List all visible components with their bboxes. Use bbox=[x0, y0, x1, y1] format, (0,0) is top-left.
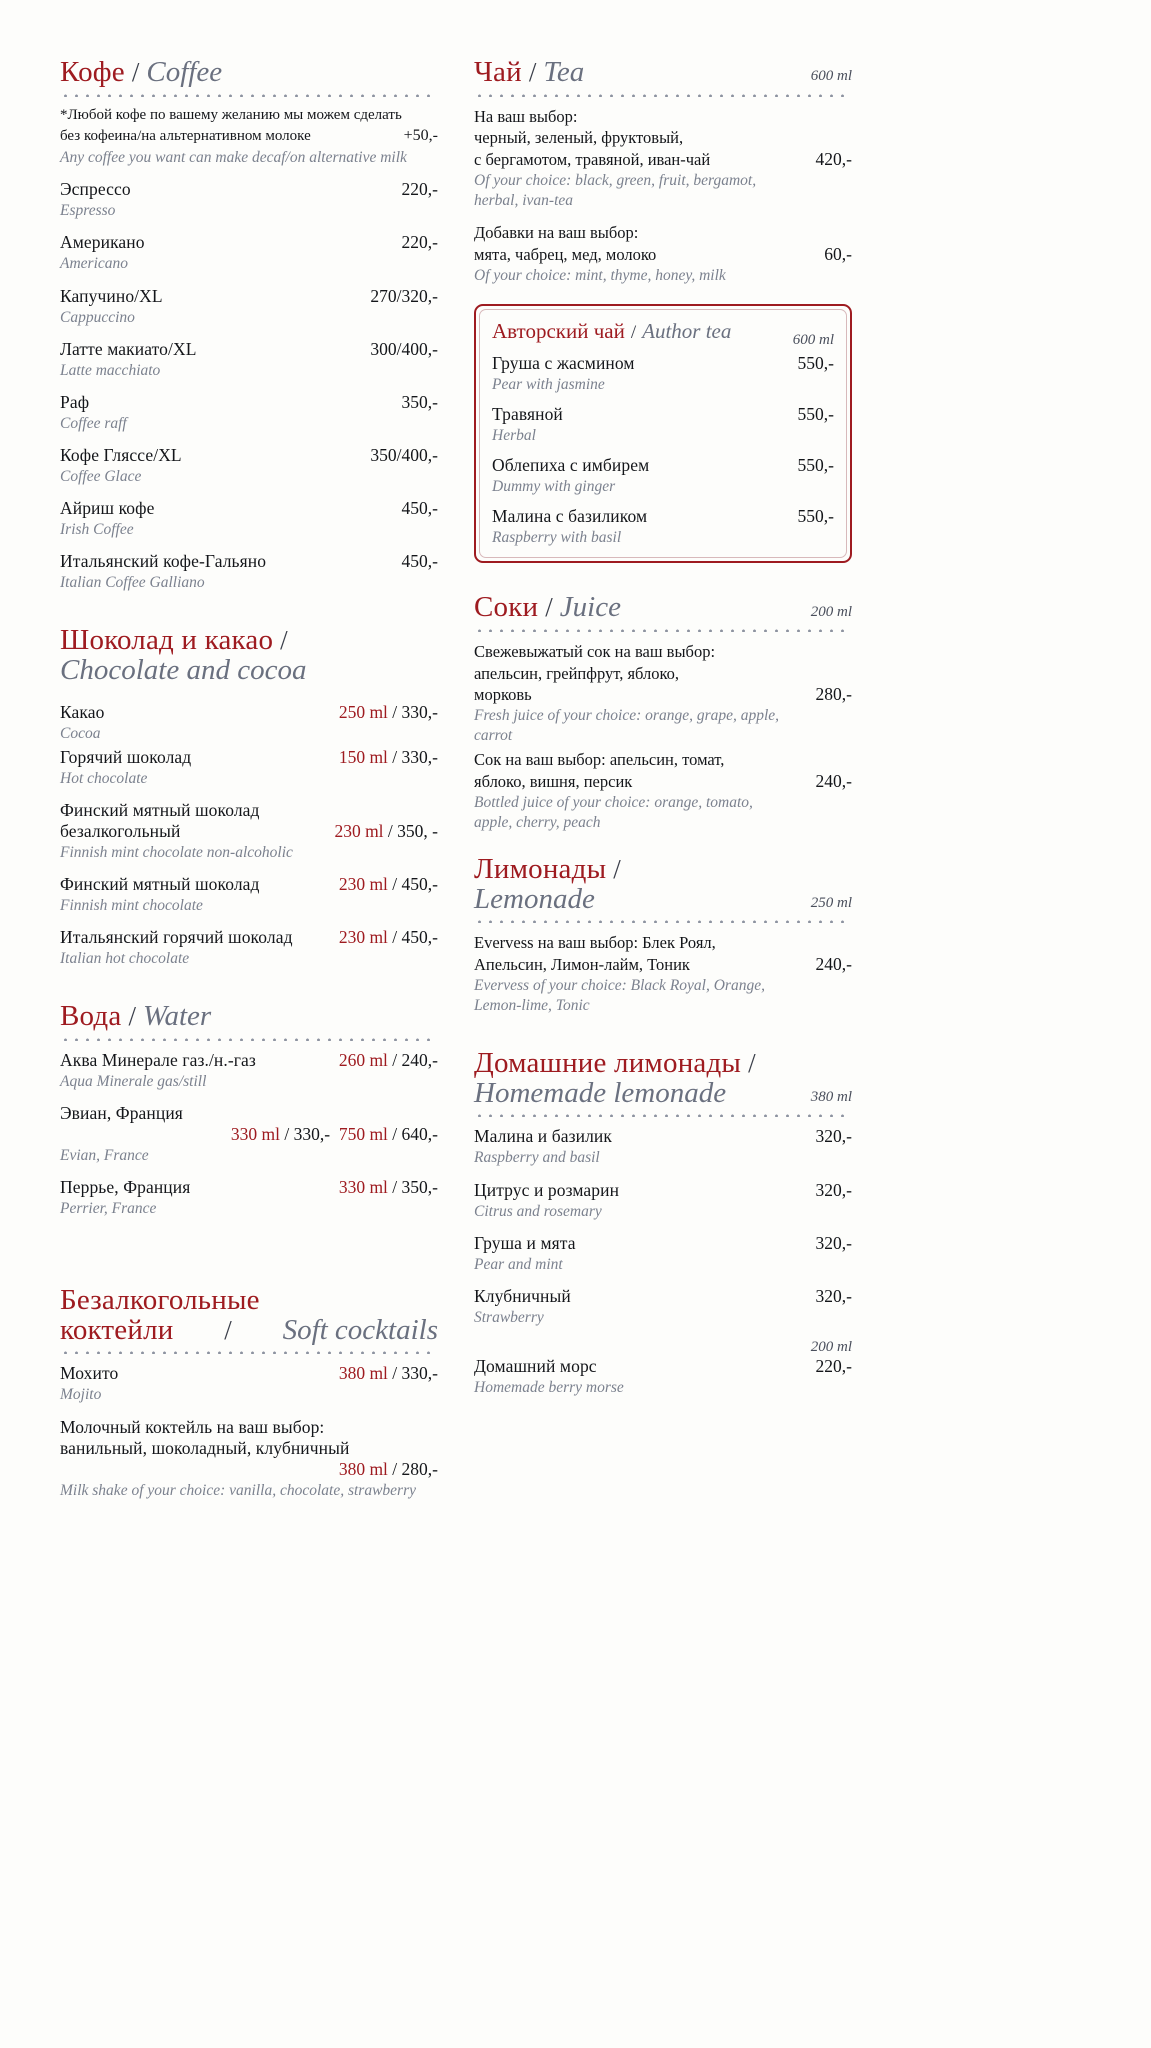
spacer bbox=[60, 980, 438, 1002]
item-name-ru: Домашний морс bbox=[474, 1355, 597, 1376]
item-price-value: 350, - bbox=[397, 820, 438, 841]
menu-item bbox=[474, 749, 852, 833]
item-name-en: Americano bbox=[60, 255, 129, 273]
item-price-value: 280,- bbox=[401, 1458, 438, 1479]
section-coffee bbox=[60, 58, 438, 593]
item-price-sep: / bbox=[383, 820, 398, 841]
item-price: 220,- bbox=[401, 232, 438, 253]
item-desc-en-line1: Bottled juice of your choice: orange, tomato, bbox=[474, 794, 753, 812]
section-juice-title-en: Juice bbox=[559, 591, 621, 624]
item-desc-en-line1: Of your choice: mint, thyme, honey, milk bbox=[474, 266, 726, 284]
item-price-value: 330,- bbox=[401, 701, 438, 722]
menu-item bbox=[474, 1180, 852, 1222]
menu-item bbox=[60, 1103, 438, 1166]
item-price-sep: / bbox=[387, 874, 402, 895]
item-price: 240,- bbox=[815, 771, 852, 792]
item-name-en: Strawberry bbox=[474, 1308, 544, 1326]
section-author-tea-volume: 600 ml bbox=[792, 331, 834, 348]
section-author-tea-title-en: Author tea bbox=[642, 318, 732, 343]
divider-dotted bbox=[474, 1113, 852, 1117]
item-name-ru: Кофе Гляссе/XL bbox=[60, 445, 182, 466]
section-lemonade-title-en: Lemonade bbox=[474, 882, 595, 915]
section-author-tea-heading bbox=[492, 318, 834, 348]
item-price: 350/400,- bbox=[370, 445, 438, 466]
item-price-sep: / bbox=[387, 927, 402, 948]
section-soft-cocktails-heading bbox=[60, 1286, 438, 1347]
section-cocktails-title-en: Soft cocktails bbox=[282, 1313, 438, 1346]
item-desc-ru-line1: Evervess на ваш выбор: Блек Роял, bbox=[474, 933, 716, 953]
item-name-ru: Груша и мята bbox=[474, 1232, 576, 1253]
item-price: 420,- bbox=[815, 149, 852, 170]
section-water-title-ru: Вода bbox=[60, 1000, 122, 1033]
item-price bbox=[334, 821, 438, 842]
item-name-en: Hot chocolate bbox=[60, 769, 148, 787]
section-tea-heading bbox=[474, 58, 852, 90]
item-desc-en-line1: Of your choice: black, green, fruit, bergamot, bbox=[474, 171, 757, 189]
spacer bbox=[60, 1230, 438, 1286]
section-tea-volume: 600 ml bbox=[810, 68, 852, 85]
item-name-ru: Айриш кофе bbox=[60, 498, 155, 519]
item-name-en: Milk shake of your choice: vanilla, chocolate, strawberry bbox=[60, 1481, 416, 1499]
divider-dotted bbox=[60, 1350, 438, 1354]
item-price-value: 450,- bbox=[401, 927, 438, 948]
item-volume: 230 ml bbox=[334, 820, 384, 841]
section-author-tea-box bbox=[474, 304, 852, 564]
item-name-en: Pear and mint bbox=[474, 1255, 563, 1273]
section-homemade-title-en: Homemade lemonade bbox=[474, 1076, 727, 1109]
item-name-ru: Какао bbox=[60, 701, 105, 722]
menu-item bbox=[60, 286, 438, 328]
section-juice-volume: 200 ml bbox=[810, 603, 852, 620]
divider-dotted bbox=[474, 93, 852, 97]
section-water-slash: / bbox=[128, 1001, 136, 1032]
item-name-en: Aqua Minerale gas/still bbox=[60, 1072, 207, 1090]
item-name-en: Perrier, France bbox=[60, 1200, 157, 1218]
item-name-ru: Итальянский кофе-Гальяно bbox=[60, 551, 267, 572]
menu-item bbox=[60, 392, 438, 434]
item-price-value: 330,- bbox=[401, 746, 438, 767]
item-price: 220,- bbox=[815, 1355, 852, 1376]
item-name-ru: Финский мятный шоколад bbox=[60, 799, 260, 820]
menu-item bbox=[60, 874, 438, 916]
menu-item bbox=[60, 1050, 438, 1092]
section-cocktails-slash: / bbox=[224, 1314, 232, 1345]
menu-item bbox=[60, 498, 438, 540]
item-name-ru: Облепиха с имбирем bbox=[492, 455, 650, 476]
item-desc-ru-line2: яблоко, вишня, персик bbox=[474, 772, 633, 792]
divider-dotted bbox=[60, 1037, 438, 1041]
section-coffee-title-en: Coffee bbox=[146, 56, 223, 88]
item-desc-en-line2: herbal, ivan-tea bbox=[474, 192, 574, 210]
item-name-ru: Латте макиато/XL bbox=[60, 338, 197, 359]
section-juice-slash: / bbox=[545, 592, 553, 623]
item-price-value: 330,- bbox=[401, 1363, 438, 1384]
section-lemonade-heading bbox=[474, 855, 852, 916]
item-name-ru: Финский мятный шоколад bbox=[60, 874, 260, 895]
item-desc-en-line1: Fresh juice of your choice: orange, grape, apple, bbox=[474, 707, 780, 725]
item-price: 270/320,- bbox=[370, 285, 438, 306]
item-price: 300/400,- bbox=[370, 338, 438, 359]
item-name-en: Raspberry with basil bbox=[492, 529, 622, 547]
item-name-en: Citrus and rosemary bbox=[474, 1202, 602, 1220]
item-name-ru: Молочный коктейль на ваш выбор: bbox=[60, 1416, 325, 1437]
item-price: 220,- bbox=[401, 179, 438, 200]
menu-item bbox=[492, 455, 834, 497]
section-cocktails-title-ru-line1: Безалкогольные bbox=[60, 1284, 260, 1317]
item-price: 550,- bbox=[797, 455, 834, 476]
item-price-value-2: 640,- bbox=[401, 1124, 438, 1145]
item-name-en: Cocoa bbox=[60, 724, 101, 742]
item-volume: 230 ml bbox=[338, 874, 388, 895]
item-volume: 330 ml bbox=[338, 1177, 388, 1198]
menu-item bbox=[492, 506, 834, 548]
menu-item bbox=[60, 551, 438, 593]
item-price-sep: / bbox=[387, 1177, 402, 1198]
item-name-en: Coffee Glace bbox=[60, 468, 142, 486]
section-coffee-slash: / bbox=[131, 57, 140, 87]
item-price bbox=[339, 702, 438, 723]
item-price bbox=[339, 747, 438, 768]
item-desc-ru-line2: Апельсин, Лимон-лайм, Тоник bbox=[474, 955, 690, 975]
item-name-ru: Эспрессо bbox=[60, 179, 131, 200]
menu-item bbox=[474, 1286, 852, 1328]
menu-item bbox=[492, 404, 834, 446]
item-price: 240,- bbox=[815, 954, 852, 975]
section-tea-title-ru: Чай bbox=[474, 56, 522, 88]
item-price: 320,- bbox=[815, 1232, 852, 1253]
item-price: 450,- bbox=[401, 551, 438, 572]
item-desc-ru-line1: Сок на ваш выбор: апельсин, томат, bbox=[474, 750, 725, 770]
item-name-en: Finnish mint chocolate non-alcoholic bbox=[60, 843, 293, 861]
item-volume: 150 ml bbox=[338, 746, 388, 767]
section-homemade-lemonade bbox=[474, 1049, 852, 1398]
item-price-value: 450,- bbox=[401, 874, 438, 895]
item-name-ru: Итальянский горячий шоколад bbox=[60, 927, 293, 948]
section-chocolate-heading bbox=[60, 626, 438, 687]
item-price: 280,- bbox=[815, 684, 852, 705]
item-desc-en-line2: Lemon-lime, Tonic bbox=[474, 997, 590, 1015]
item-desc-ru-line2: мята, чабрец, мед, молоко bbox=[474, 244, 657, 264]
item-volume: 250 ml bbox=[338, 701, 388, 722]
item-name-ru: Капучино/XL bbox=[60, 285, 163, 306]
item-name-en: Cappuccino bbox=[60, 308, 135, 326]
spacer bbox=[60, 168, 438, 179]
item-desc-en-line1: Evervess of your choice: Black Royal, Orange, bbox=[474, 976, 765, 994]
coffee-note-line2: без кофеина/на альтернативном молоке bbox=[60, 128, 311, 145]
menu-item bbox=[60, 1417, 438, 1501]
item-name-ru: Горячий шоколад bbox=[60, 746, 192, 767]
menu-item bbox=[474, 1126, 852, 1168]
item-name-en: Finnish mint chocolate bbox=[60, 897, 203, 915]
item-price: 350,- bbox=[401, 391, 438, 412]
menu-item bbox=[60, 747, 438, 789]
menu-item bbox=[60, 179, 438, 221]
item-price-sep: / bbox=[387, 1049, 402, 1070]
item-volume: 330 ml bbox=[230, 1124, 280, 1145]
item-price bbox=[339, 874, 438, 895]
item-price: 320,- bbox=[815, 1179, 852, 1200]
item-desc-en-line2: apple, cherry, peach bbox=[474, 814, 601, 832]
item-name-ru: Малина и базилик bbox=[474, 1126, 612, 1147]
menu-item bbox=[60, 800, 438, 863]
item-volume: 380 ml bbox=[338, 1363, 388, 1384]
coffee-note-line1: *Любой кофе по вашему желанию мы можем сделать bbox=[60, 106, 402, 123]
left-column bbox=[60, 58, 438, 1512]
divider-dotted bbox=[474, 919, 852, 923]
menu-item bbox=[60, 702, 438, 744]
item-desc-ru-line3: с бергамотом, травяной, иван-чай bbox=[474, 150, 711, 170]
item-name-en: Italian Coffee Galliano bbox=[60, 574, 205, 592]
item-name-ru: Эвиан, Франция bbox=[60, 1103, 183, 1124]
item-name-ru: Цитрус и розмарин bbox=[474, 1179, 620, 1200]
section-lemonade-slash: / bbox=[613, 854, 621, 885]
section-soft-cocktails bbox=[60, 1286, 438, 1500]
section-homemade-slash: / bbox=[748, 1048, 756, 1079]
menu-item bbox=[474, 1339, 852, 1398]
item-name-en: Pear with jasmine bbox=[492, 375, 605, 393]
section-chocolate bbox=[60, 626, 438, 969]
coffee-note-price: +50,- bbox=[403, 127, 438, 145]
section-water-heading bbox=[60, 1002, 438, 1034]
item-name-en: Coffee raff bbox=[60, 414, 127, 432]
section-lemonade-volume: 250 ml bbox=[810, 895, 852, 912]
item-price-sep: / bbox=[387, 1363, 402, 1384]
item-price: 320,- bbox=[815, 1126, 852, 1147]
section-water bbox=[60, 1002, 438, 1219]
menu-item bbox=[60, 1363, 438, 1405]
item-desc-ru-line1: На ваш выбор: bbox=[474, 106, 578, 126]
item-price-sep: / bbox=[387, 701, 402, 722]
right-column bbox=[474, 58, 852, 1409]
menu-item bbox=[60, 232, 438, 274]
section-lemonade bbox=[474, 855, 852, 1016]
section-juice-heading bbox=[474, 593, 852, 625]
item-name-en: Irish Coffee bbox=[60, 521, 134, 539]
item-name-en: Dummy with ginger bbox=[492, 478, 616, 496]
menu-item bbox=[60, 927, 438, 969]
menu-item bbox=[492, 353, 834, 395]
spacer bbox=[474, 571, 852, 593]
item-name-ru: Раф bbox=[60, 391, 90, 412]
item-price: 550,- bbox=[797, 352, 834, 373]
coffee-note-en: Any coffee you want can make decaf/on alternative milk bbox=[60, 149, 407, 167]
item-price: 60,- bbox=[824, 243, 852, 264]
item-name-en: Raspberry and basil bbox=[474, 1149, 600, 1167]
spacer bbox=[474, 1027, 852, 1049]
menu-item bbox=[474, 222, 852, 286]
menu-item bbox=[474, 106, 852, 212]
item-volume: 380 ml bbox=[338, 1458, 388, 1479]
item-price-value: 330,- bbox=[293, 1124, 331, 1145]
item-name-ru: Груша с жасмином bbox=[492, 352, 635, 373]
section-chocolate-title-en: Chocolate and cocoa bbox=[60, 654, 307, 687]
menu-item bbox=[474, 641, 852, 747]
item-price: 320,- bbox=[815, 1285, 852, 1306]
item-price: 450,- bbox=[401, 498, 438, 519]
item-name-en: Espresso bbox=[60, 202, 116, 220]
section-author-tea-slash: / bbox=[630, 321, 637, 343]
item-price-sep: / bbox=[387, 746, 402, 767]
section-chocolate-title-ru: Шоколад и какао bbox=[60, 624, 274, 657]
item-desc-ru-line3: морковь bbox=[474, 685, 532, 705]
item-name-ru: Аква Минерале газ./н.-газ bbox=[60, 1049, 256, 1070]
item-price bbox=[339, 1177, 438, 1198]
item-price-value: 350,- bbox=[401, 1177, 438, 1198]
section-tea-slash: / bbox=[528, 57, 537, 87]
section-tea-title-en: Tea bbox=[543, 56, 585, 88]
item-price-value: 240,- bbox=[401, 1049, 438, 1070]
item-name-ru: Клубничный bbox=[474, 1285, 571, 1306]
section-tea bbox=[474, 58, 852, 286]
item-price-sep: / bbox=[387, 1458, 402, 1479]
section-chocolate-slash: / bbox=[280, 625, 288, 656]
item-price-sep: / bbox=[279, 1124, 294, 1145]
item-price bbox=[339, 1363, 438, 1384]
item-name-ru: Малина с базиликом bbox=[492, 506, 648, 527]
item-name-ru: Перрье, Франция bbox=[60, 1177, 191, 1198]
section-author-tea-title-ru: Авторский чай bbox=[492, 318, 625, 343]
menu-item bbox=[474, 932, 852, 1016]
item-name-ru: Американо bbox=[60, 232, 145, 253]
section-homemade-heading bbox=[474, 1049, 852, 1110]
item-name-en: Herbal bbox=[492, 426, 536, 444]
item-volume: 200 ml bbox=[810, 1338, 852, 1355]
menu-item bbox=[60, 339, 438, 381]
item-desc-ru-line1: Добавки на ваш выбор: bbox=[474, 223, 639, 243]
item-desc-ru-line2: апельсин, грейпфрут, яблоко, bbox=[474, 663, 680, 683]
item-name-en: Latte macchiato bbox=[60, 361, 161, 379]
section-coffee-heading bbox=[60, 58, 438, 90]
item-price bbox=[60, 1124, 438, 1145]
item-price: 550,- bbox=[797, 403, 834, 424]
item-name-en: Mojito bbox=[60, 1386, 102, 1404]
item-name-en: Homemade berry morse bbox=[474, 1378, 624, 1396]
section-juice-title-ru: Соки bbox=[474, 591, 539, 624]
item-name-ru-line2: ванильный, шоколадный, клубничный bbox=[60, 1437, 350, 1458]
section-cocktails-title-ru-line2: коктейли bbox=[60, 1313, 174, 1346]
section-homemade-title-ru: Домашние лимонады bbox=[474, 1047, 742, 1080]
item-name-ru: Мохито bbox=[60, 1363, 119, 1384]
item-name-ru: Травяной bbox=[492, 403, 563, 424]
section-homemade-volume: 380 ml bbox=[810, 1089, 852, 1106]
item-volume: 230 ml bbox=[338, 927, 388, 948]
coffee-note bbox=[60, 106, 438, 169]
item-price-sep-2: / bbox=[387, 1124, 402, 1145]
item-price: 550,- bbox=[797, 506, 834, 527]
item-volume: 260 ml bbox=[338, 1049, 388, 1070]
item-name-en: Evian, France bbox=[60, 1147, 149, 1165]
section-coffee-title-ru: Кофе bbox=[60, 56, 125, 88]
item-price bbox=[339, 1050, 438, 1071]
divider-dotted bbox=[474, 628, 852, 632]
section-juice bbox=[474, 593, 852, 833]
item-price bbox=[60, 1459, 438, 1480]
item-price bbox=[339, 927, 438, 948]
menu-item bbox=[60, 1177, 438, 1219]
item-volume-2: 750 ml bbox=[338, 1124, 388, 1145]
menu-item bbox=[474, 1233, 852, 1275]
item-name-ru-line2: безалкогольный bbox=[60, 820, 181, 841]
item-name-en: Italian hot chocolate bbox=[60, 950, 190, 968]
section-lemonade-title-ru: Лимонады bbox=[474, 853, 607, 886]
item-desc-en-line2: carrot bbox=[474, 727, 513, 745]
section-water-title-en: Water bbox=[142, 1000, 212, 1033]
menu-item bbox=[60, 445, 438, 487]
spacer bbox=[60, 604, 438, 626]
item-desc-ru-line1: Свежевыжатый сок на ваш выбор: bbox=[474, 641, 716, 661]
divider-dotted bbox=[60, 93, 438, 97]
item-desc-ru-line2: черный, зеленый, фруктовый, bbox=[474, 128, 684, 148]
